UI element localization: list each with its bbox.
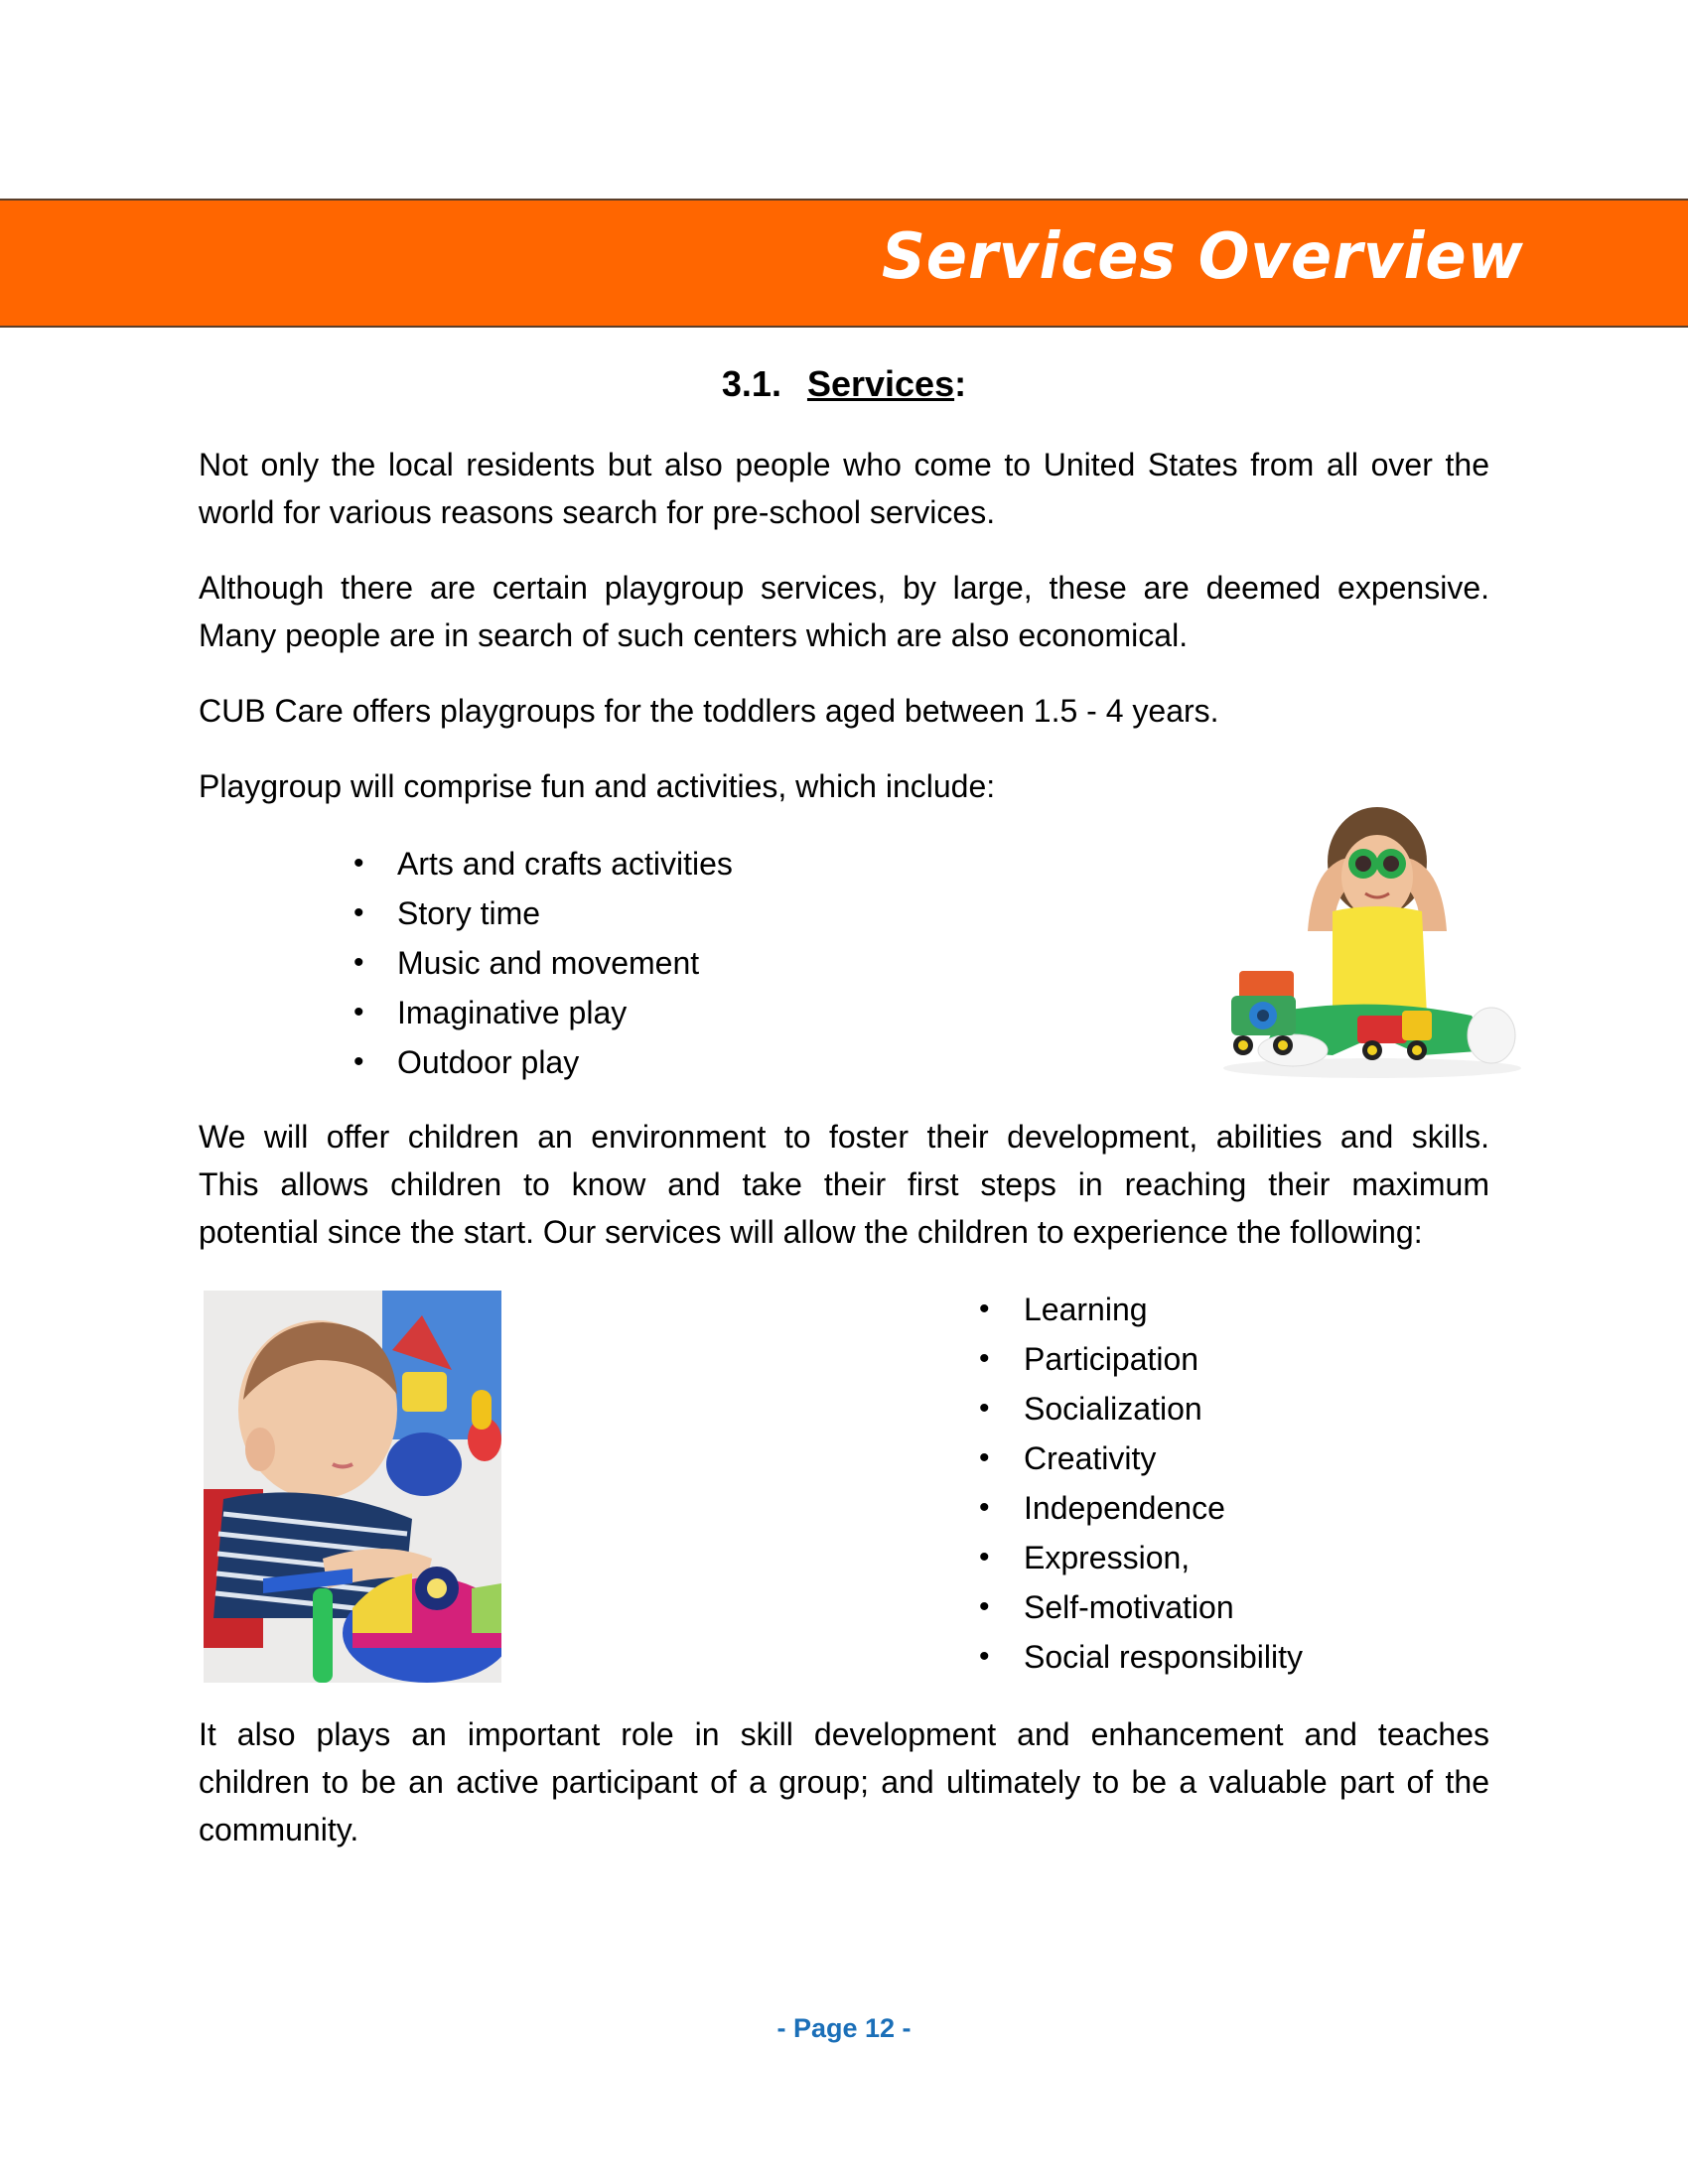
bullet-icon: •	[979, 1293, 990, 1325]
paragraph-line: Many people are in search of such centers which are also economical.	[199, 617, 1189, 653]
bullet-icon: •	[979, 1441, 990, 1474]
bullet-icon: •	[353, 896, 364, 929]
bullet-icon: •	[979, 1640, 990, 1673]
bullet-icon: •	[979, 1590, 990, 1623]
section-number: 3.1.	[721, 363, 781, 404]
paragraph-line: This allows children to know and take their first steps in reaching their maximum	[199, 1166, 1489, 1202]
list-item-label: Imaginative play	[397, 995, 628, 1030]
bullet-icon: •	[353, 996, 364, 1028]
list-item-label: Creativity	[1024, 1440, 1157, 1476]
list-item-label: Socialization	[1024, 1391, 1202, 1427]
section-title: Services	[806, 363, 955, 404]
paragraph-line: It also plays an important role in skill development and enhancement and teaches	[199, 1716, 1489, 1752]
list-item-label: Arts and crafts activities	[397, 846, 733, 882]
list-item-label: Self-motivation	[1024, 1589, 1234, 1625]
list-item-label: Outdoor play	[397, 1044, 580, 1080]
list-item-label: Music and movement	[397, 945, 700, 981]
list-item-label: Participation	[1024, 1341, 1199, 1377]
paragraph-line: children to be an active participant of a group; and ultimately to be a valuable part of the	[199, 1764, 1489, 1800]
list-item-label: Expression,	[1024, 1540, 1191, 1575]
list-item-label: Story time	[397, 895, 541, 931]
paragraph-line: Not only the local residents but also people who come to United States from all over the	[199, 447, 1489, 482]
section-colon: :	[954, 363, 967, 404]
paragraph-intro	[199, 441, 1489, 536]
paragraph-line: We will offer children an environment to foster their development, abilities and skills.	[199, 1119, 1489, 1155]
section-heading	[0, 363, 1688, 405]
paragraph-skill-development	[199, 1710, 1489, 1853]
paragraph-environment	[199, 1113, 1489, 1256]
paragraph-expensive	[199, 564, 1489, 659]
paragraph-line: potential since the start. Our services will allow the children to experience the following:	[199, 1214, 1423, 1250]
paragraph-line: community.	[199, 1812, 359, 1847]
girl-with-binoculars-photo	[1223, 802, 1526, 1080]
list-item-label: Learning	[1024, 1292, 1148, 1327]
section-banner	[0, 199, 1688, 328]
bullet-icon: •	[353, 946, 364, 979]
baby-playing-photo	[204, 1291, 501, 1683]
list-item-label: Independence	[1024, 1490, 1225, 1526]
banner-title: Services Overview	[882, 220, 1524, 294]
paragraph-line: Playgroup will comprise fun and activities, which include:	[199, 768, 996, 804]
bullet-icon: •	[979, 1541, 990, 1573]
bullet-icon: •	[979, 1342, 990, 1375]
paragraph-ages	[199, 687, 1489, 735]
paragraph-line: Although there are certain playgroup services, by large, these are deemed expensive.	[199, 570, 1489, 606]
list-item-label: Social responsibility	[1024, 1639, 1304, 1675]
bullet-icon: •	[353, 1045, 364, 1078]
page-number: - Page 12 -	[776, 2013, 912, 2043]
bullet-icon: •	[979, 1392, 990, 1425]
paragraph-line: world for various reasons search for pre-school services.	[199, 494, 996, 530]
paragraph-line: CUB Care offers playgroups for the toddlers aged between 1.5 - 4 years.	[199, 693, 1219, 729]
bullet-icon: •	[979, 1491, 990, 1524]
bullet-icon: •	[353, 847, 364, 880]
